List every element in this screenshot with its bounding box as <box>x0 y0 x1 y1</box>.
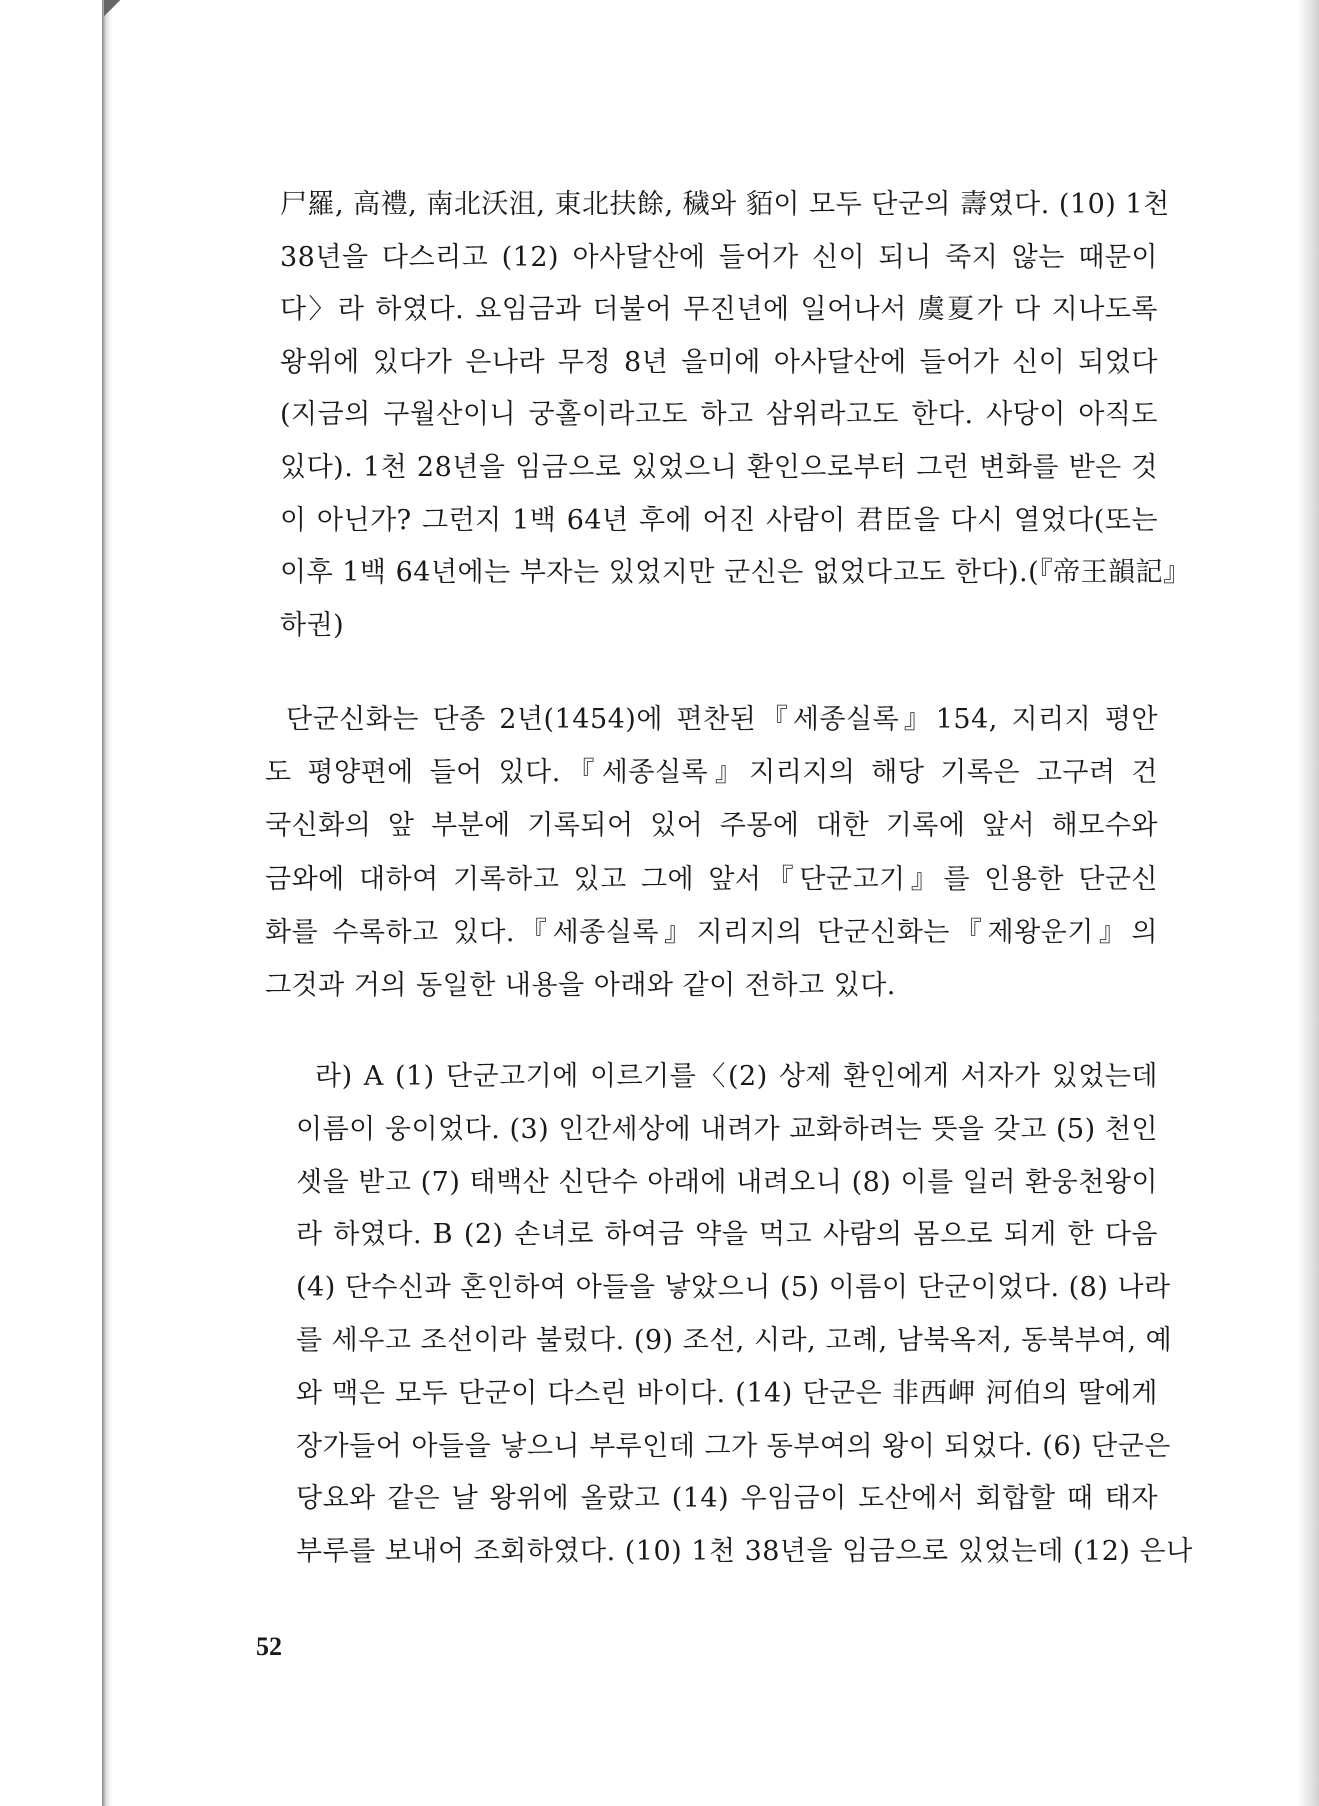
body-line: 단군신화는 단종 2년(1454)에 편찬된『세종실록』154, 지리지 평안 <box>286 704 1158 735</box>
quote2-line: 이름이 웅이었다. (3) 인간세상에 내려가 교화하려는 뜻을 갖고 (5) 천인 <box>296 1113 1158 1145</box>
quote1-line: 다〉라 하였다. 요임금과 더불어 무진년에 일어나서 虞夏가 다 지나도록 <box>280 294 1158 326</box>
quote1-line: 38년을 다스리고 (12) 아사달산에 들어가 신이 되니 죽지 않는 때문이 <box>280 241 1158 273</box>
quote2-line: (4) 단수신과 혼인하여 아들을 낳았으니 (5) 이름이 단군이었다. (8) 나라 <box>296 1272 1171 1304</box>
quote2-line: 당요와 같은 날 왕위에 올랐고 (14) 우임금이 도산에서 회합할 때 태자 <box>296 1483 1158 1515</box>
quote1-line: 있다). 1천 28년을 임금으로 있었으니 환인으로부터 그런 변화를 받은 것 <box>280 452 1158 483</box>
body-line: 화를 수록하고 있다.『세종실록』지리지의 단군신화는『제왕운기』의 <box>265 916 1158 948</box>
quote1-line: 하권) <box>280 609 345 641</box>
page-left-edge <box>102 0 112 1806</box>
quote1-line: (지금의 구월산이니 궁홀이라고도 하고 삼위라고도 한다. 사당이 아직도 <box>280 399 1158 431</box>
page-number: 52 <box>256 1632 282 1661</box>
page-right-edge <box>1297 0 1319 1806</box>
quote1-line: 尸羅, 高禮, 南北沃沮, 東北扶餘, 穢와 貊이 모두 단군의 壽였다. (10) 1천 <box>280 189 1170 220</box>
quote2-line: 라) A (1) 단군고기에 이르기를〈(2) 상제 환인에게 서자가 있었는데 <box>315 1061 1158 1092</box>
body-line: 국신화의 앞 부분에 기록되어 있어 주몽에 대한 기록에 앞서 해모수와 <box>265 810 1158 842</box>
quote1-line: 이후 1백 64년에는 부자는 있었지만 군신은 없었다고도 한다).(『帝王韻記』 <box>280 557 1191 589</box>
scan-margin <box>0 0 106 1806</box>
quote2-line: 와 맥은 모두 단군이 다스린 바이다. (14) 단군은 非西岬 河伯의 딸에게 <box>296 1377 1158 1409</box>
quote2-line: 장가들어 아들을 낳으니 부루인데 그가 동부여의 왕이 되었다. (6) 단군은 <box>296 1430 1171 1462</box>
quote1-line: 이 아닌가? 그런지 1백 64년 후에 어진 사람이 君臣을 다시 열었다(또는 <box>280 504 1158 536</box>
body-line: 도 평양편에 들어 있다.『세종실록』지리지의 해당 기록은 고구려 건 <box>265 757 1158 789</box>
page-corner-fold <box>104 0 122 18</box>
body-line: 그것과 거의 동일한 내용을 아래와 같이 전하고 있다. <box>265 970 896 1001</box>
quote2-line: 를 세우고 조선이라 불렀다. (9) 조선, 시라, 고례, 남북옥저, 동북부여, 예 <box>296 1325 1173 1356</box>
quote2-line: 라 하였다. B (2) 손녀로 하여금 약을 먹고 사람의 몸으로 되게 한 다음 <box>296 1219 1158 1251</box>
quote2-line: 셋을 받고 (7) 태백산 신단수 아래에 내려오니 (8) 이를 일러 환웅천왕이 <box>296 1166 1158 1198</box>
quote2-line: 부루를 보내어 조회하였다. (10) 1천 38년을 임금으로 있었는데 (12) 은나 <box>296 1536 1193 1568</box>
body-line: 금와에 대하여 기록하고 있고 그에 앞서『단군고기』를 인용한 단군신 <box>265 863 1158 895</box>
quote1-line: 왕위에 있다가 은나라 무정 8년 을미에 아사달산에 들어가 신이 되었다 <box>280 346 1158 378</box>
